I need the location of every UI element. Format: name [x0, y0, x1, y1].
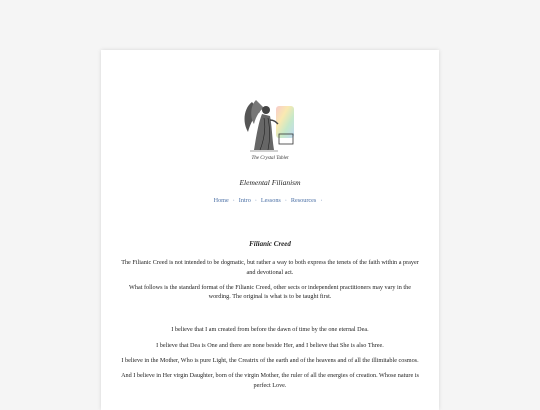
nav-separator: ·: [254, 197, 257, 204]
nav-item-lessons[interactable]: Lessons: [260, 197, 281, 204]
intro-paragraph: The Filianic Creed is not intended to be dogmatic, but rather a way to both express the tenets of the faith within a prayer and devotional act.: [121, 259, 419, 276]
site-title[interactable]: Elemental Filianism: [239, 178, 301, 187]
nav-item-home[interactable]: Home: [213, 197, 229, 204]
nav-separator: ·: [232, 197, 235, 204]
page-content: [121, 240, 419, 396]
creed-paragraph: I believe that I am created from before the dawn of time by the one eternal Dea.: [171, 326, 369, 334]
creed-paragraph: And I believe in Her virgin Daughter, born of the virgin Mother, the ruler of all the energies of creation. Whose nature is perfect Love.: [121, 372, 419, 389]
section-spacer: [121, 307, 419, 325]
nav-separator: ·: [284, 197, 287, 204]
creed-paragraph: I believe in the Mother, Who is pure Light, the Creatrix of the earth and of the heavens and of all the illimitable cosmos.: [121, 357, 419, 365]
content-card: [101, 50, 439, 410]
creed-paragraph: I believe that Dea is One and there are none beside Her, and I believe that She is also Three.: [156, 341, 384, 349]
intro-paragraph: What follows is the standard format of the Filianic Creed, other sects or independent practitioners may vary in the wording. The original is what is to be taught first.: [129, 283, 411, 301]
main-nav: [101, 197, 439, 204]
nav-item-resources[interactable]: Resources: [290, 197, 317, 204]
page-heading: Filianic Creed: [249, 240, 291, 248]
logo-caption: The Crystal Tablet: [251, 156, 289, 161]
nav-item-intro[interactable]: Intro: [238, 197, 251, 204]
nav-separator: ·: [320, 197, 323, 204]
